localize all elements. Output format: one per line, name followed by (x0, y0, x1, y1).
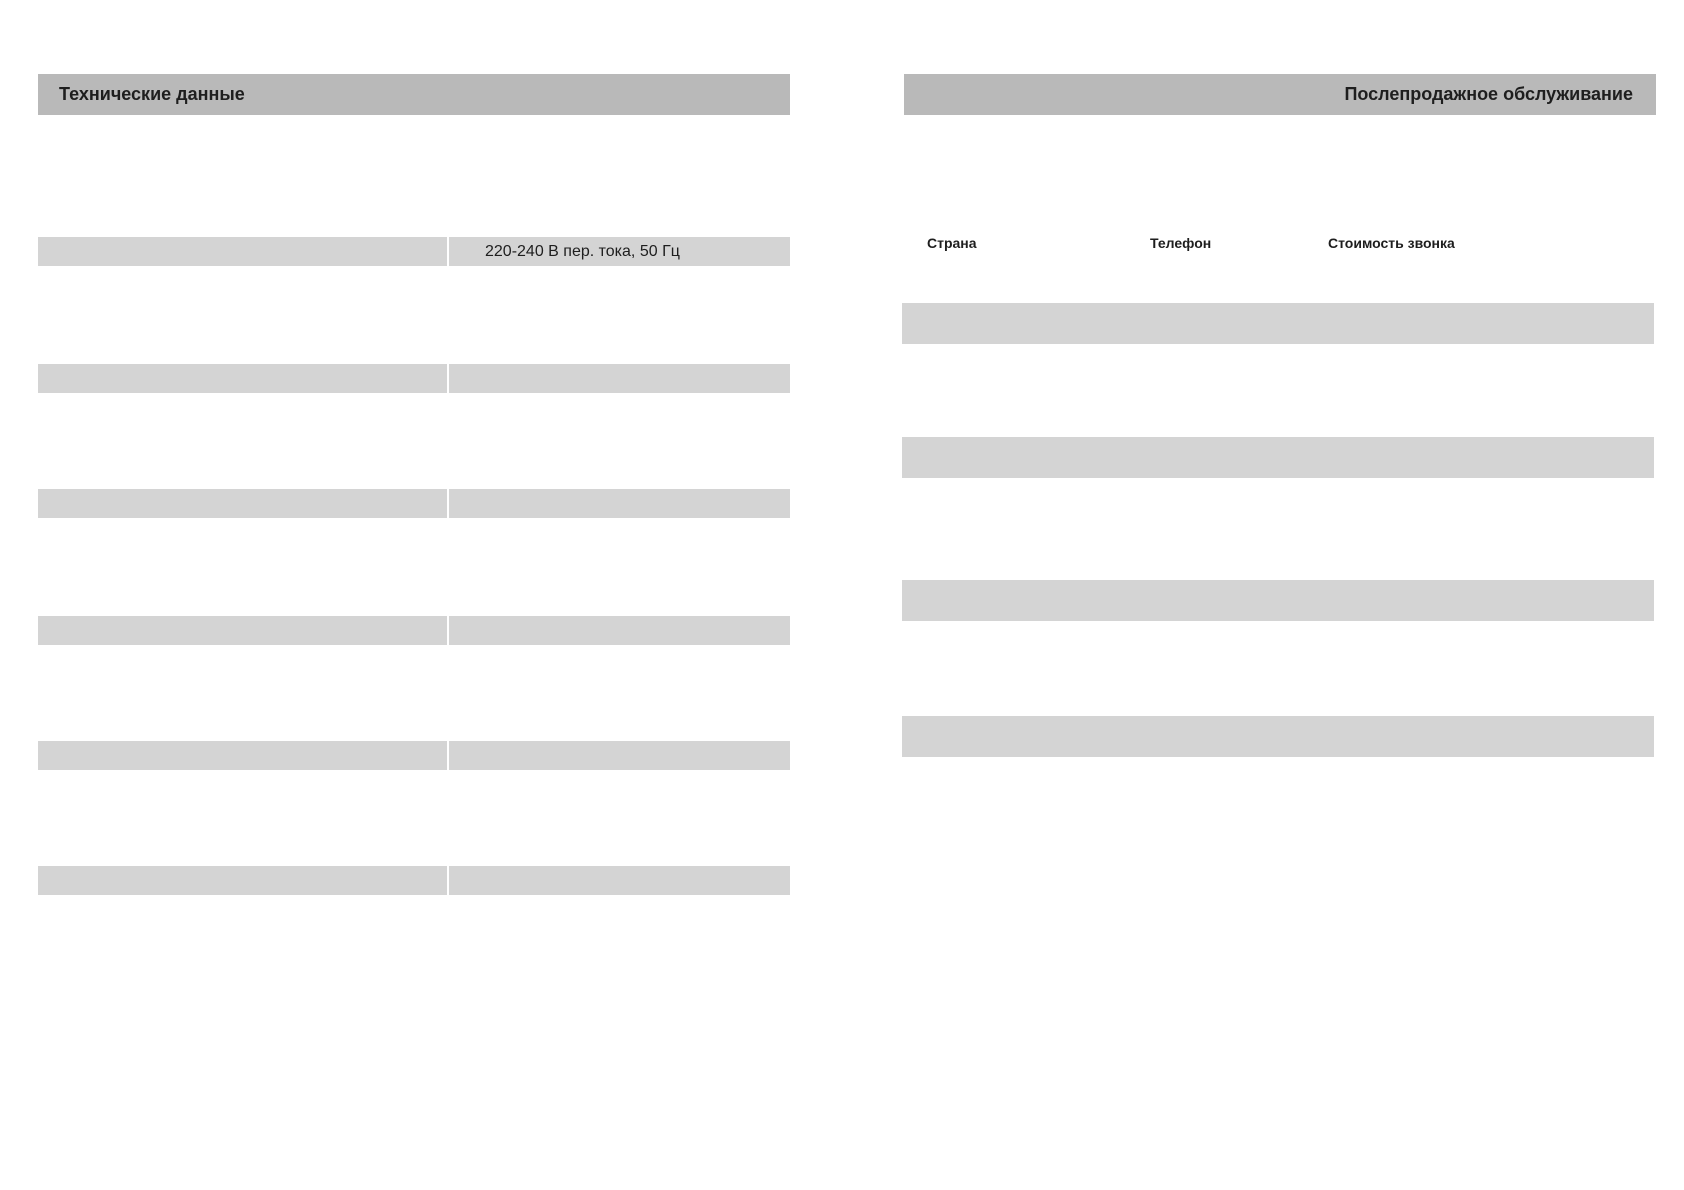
spec-row (38, 866, 790, 895)
spec-value (449, 364, 790, 393)
spec-row (38, 741, 790, 770)
service-row (902, 580, 1654, 621)
technical-data-title: Технические данные (59, 84, 245, 104)
spec-label (38, 237, 447, 266)
spec-value (449, 616, 790, 645)
spec-value: 220-240 В пер. тока, 50 Гц (449, 237, 790, 266)
spec-row (38, 489, 790, 518)
spec-value (449, 489, 790, 518)
right-page (842, 0, 1684, 1190)
column-header-call-cost: Стоимость звонка (1328, 235, 1455, 251)
spec-row (38, 237, 790, 266)
after-sales-header (904, 74, 1656, 115)
spec-label (38, 866, 447, 895)
technical-data-header (38, 74, 790, 115)
spec-row (38, 364, 790, 393)
column-header-phone: Телефон (1150, 235, 1212, 251)
spec-value (449, 741, 790, 770)
spec-value (449, 866, 790, 895)
after-sales-title: Послепродажное обслуживание (1344, 84, 1633, 104)
spec-row (38, 616, 790, 645)
spec-label (38, 616, 447, 645)
column-header-country: Страна (927, 235, 977, 251)
spec-label (38, 364, 447, 393)
spec-label (38, 741, 447, 770)
spec-label (38, 489, 447, 518)
service-row (902, 437, 1654, 478)
service-row (902, 303, 1654, 344)
service-row (902, 716, 1654, 757)
